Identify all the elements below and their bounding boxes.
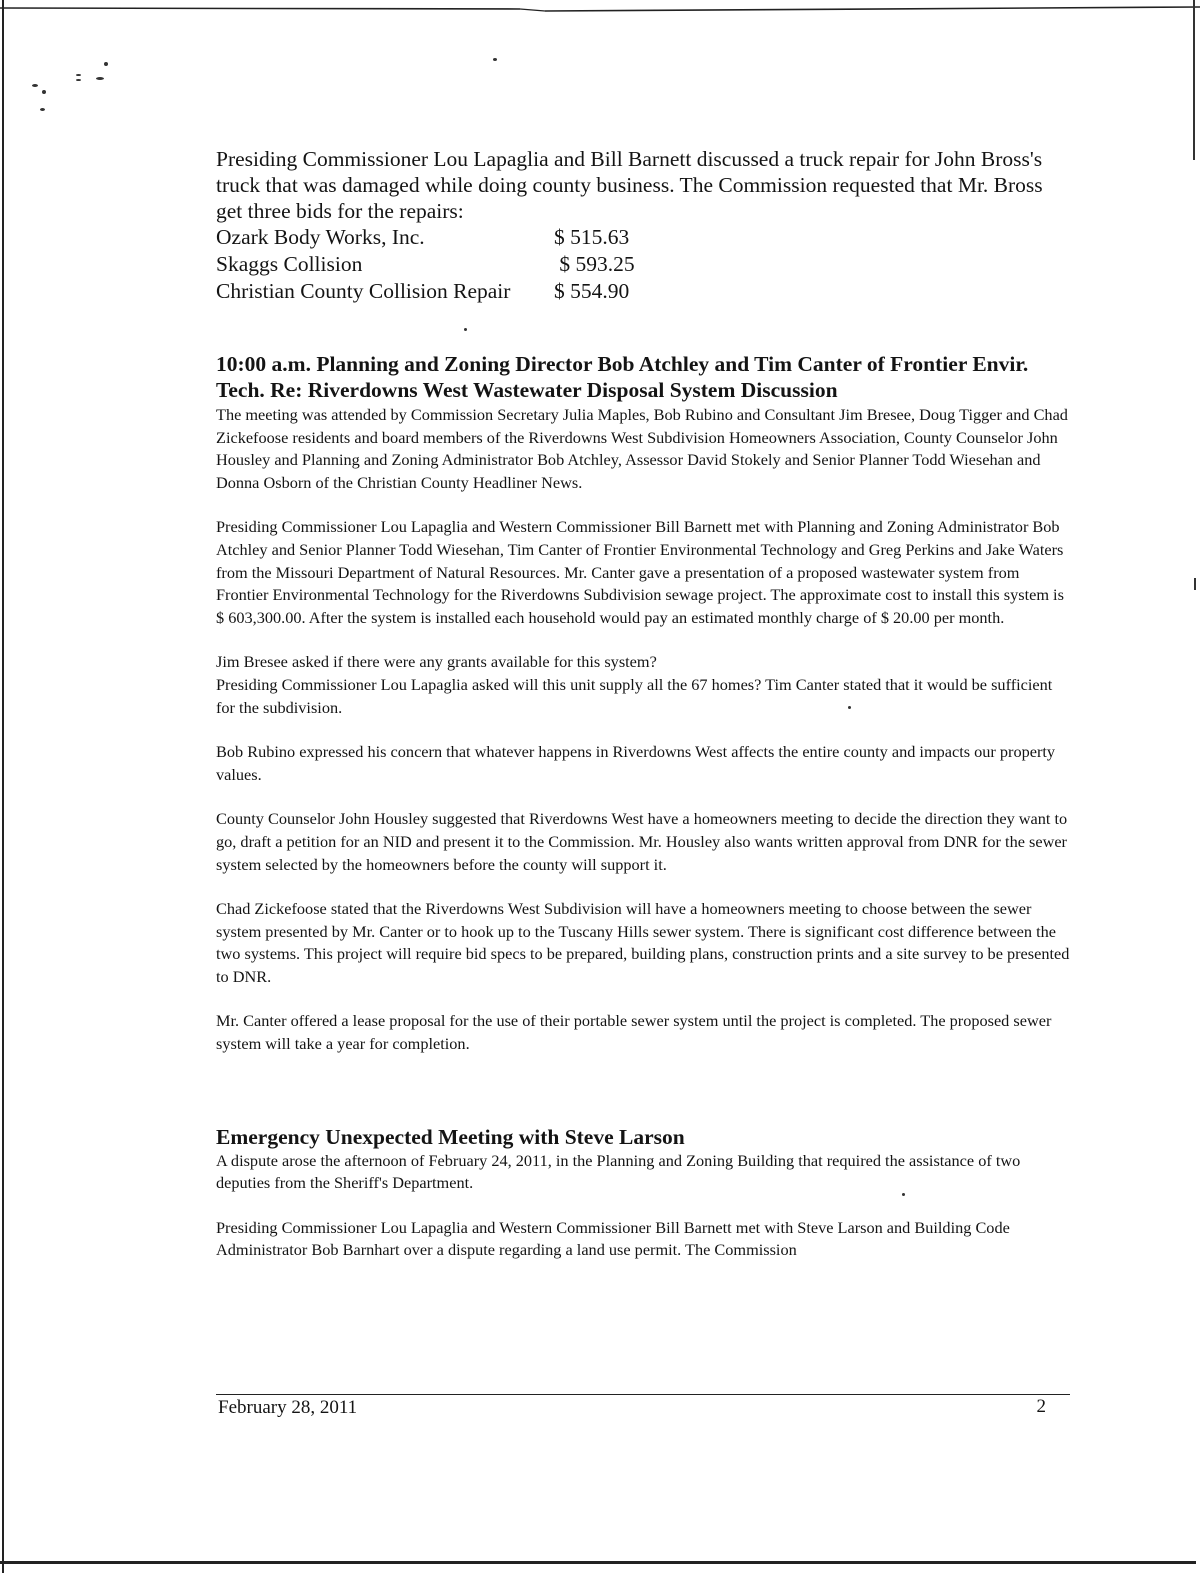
scan-speck	[493, 58, 497, 61]
lease-paragraph: Mr. Canter offered a lease proposal for the use of their portable sewer system until the project is completed. The proposed sewer system will take a year for completion.	[216, 1011, 1052, 1054]
bid-row	[216, 251, 1072, 278]
rubino-paragraph: Bob Rubino expressed his concern that whatever happens in Riverdowns West affects the entire county and impacts our property values.	[216, 742, 1056, 784]
bid-name: Skaggs Collision	[216, 252, 363, 276]
scan-speck	[76, 74, 81, 76]
page-number: 2	[1036, 1396, 1046, 1417]
grants-question: Jim Bresee asked if there were any grants available for this system?	[216, 652, 657, 672]
scan-speck	[96, 77, 104, 80]
scan-speck	[32, 84, 38, 87]
presentation-paragraph: Presiding Commissioner Lou Lapaglia and Western Commissioner Bill Barnett met with Planning and Zoning Administrator Bob Atchley and Senior Planner Todd Wiesehan, Tim Canter of Frontier Environmental Technology and Greg Perkins and Jake Waters from the Missouri Department of Natural Resources. Mr. Canter gave a presentation of a proposed wastewater system from Frontier Environmental Technology for the Riverdowns Subdivision sewage project. The approximate cost to install this system is $ 603,300.00. After the system is installed each household would pay an estimated monthly charge of $ 20.00 per month.	[216, 517, 1064, 627]
bid-row	[216, 224, 1072, 251]
bid-list	[216, 224, 1072, 305]
scan-bottom-edge	[0, 1561, 1196, 1564]
section-heading-riverdowns: 10:00 a.m. Planning and Zoning Director Bob Atchley and Tim Canter of Frontier Envir. Tech. Re: Riverdowns West Wastewater Disposal System Discussion	[216, 352, 1029, 402]
bid-row	[216, 278, 1072, 305]
larson-meeting-paragraph: Presiding Commissioner Lou Lapaglia and Western Commissioner Bill Barnett met with Steve Larson and Building Code Administrator Bob Barnhart over a dispute regarding a land use permit. The Commission	[216, 1217, 1010, 1260]
bid-amount: $ 554.90	[554, 279, 630, 303]
bid-amount: $ 593.25	[554, 252, 635, 276]
intro-paragraph: Presiding Commissioner Lou Lapaglia and Bill Barnett discussed a truck repair for John Bross's truck that was damaged while doing county business. The Commission requested that Mr. Bross get three bids for the repairs:	[216, 147, 1043, 223]
scan-right-edge	[1193, 0, 1195, 160]
page-footer	[216, 1394, 1070, 1418]
scan-speck	[42, 90, 46, 94]
housley-paragraph: County Counselor John Housley suggested that Riverdowns West have a homeowners meeting to decide the direction they want to go, draft a petition for an NID and present it to the Commission. Mr. Housley also wants written approval from DNR for the sewer system selected by the homeowners before the county will support it.	[216, 809, 1068, 874]
zickefoose-paragraph: Chad Zickefoose stated that the Riverdowns West Subdivision will have a homeowners meeting to choose between the sewer system presented by Mr. Canter or to hook up to the Tuscany Hills sewer system. There is significant cost difference between the two systems. This project will require bid specs to be prepared, building plans, construction prints and a site survey to be presented to DNR.	[216, 899, 1070, 986]
page-content	[216, 146, 1072, 1262]
bid-amount: $ 515.63	[554, 225, 630, 249]
scan-speck	[1194, 578, 1196, 590]
scan-left-edge	[2, 0, 4, 1573]
dispute-paragraph: A dispute arose the afternoon of February 24, 2011, in the Planning and Zoning Building that required the assistance of two deputies from the Sheriff's Department.	[216, 1150, 1021, 1193]
scan-speck	[40, 108, 45, 111]
section-heading-emergency: Emergency Unexpected Meeting with Steve Larson	[216, 1124, 685, 1149]
scan-speck	[104, 62, 108, 66]
homes-question-paragraph: Presiding Commissioner Lou Lapaglia asked will this unit supply all the 67 homes? Tim Canter stated that it would be sufficient for the subdivision.	[216, 674, 1053, 717]
footer-date: February 28, 2011	[218, 1397, 358, 1418]
scan-top-edge	[0, 0, 1200, 12]
bid-name: Ozark Body Works, Inc.	[216, 225, 425, 249]
bid-name: Christian County Collision Repair	[216, 279, 511, 303]
attendance-paragraph: The meeting was attended by Commission Secretary Julia Maples, Bob Rubino and Consultant Jim Bresee, Doug Tigger and Chad Zickefoose residents and board members of the Riverdowns West Subdivision Homeowners Association, County Counselor John Housley and Planning and Zoning Administrator Bob Atchley, Assessor David Stokely and Senior Planner Todd Wiesehan and Donna Osborn of the Christian County Headliner News.	[216, 405, 1068, 492]
scan-speck	[76, 79, 81, 81]
